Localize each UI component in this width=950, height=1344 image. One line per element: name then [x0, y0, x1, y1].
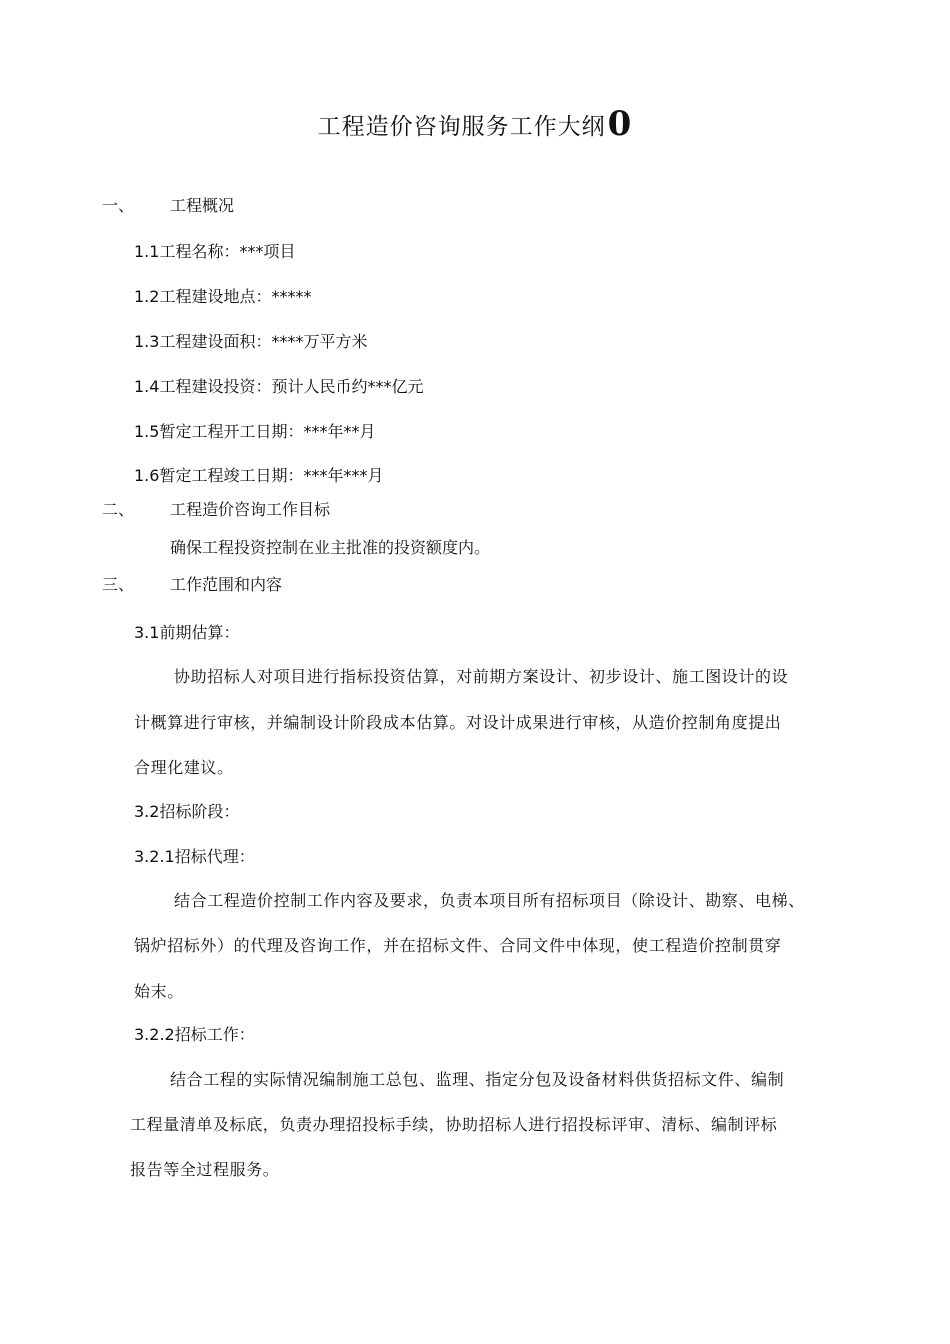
section-1-number: 一、 [102, 196, 135, 215]
section-1-heading: 工程概况 [170, 196, 235, 215]
subsection-3-1-line-1: 协助招标人对项目进行指标投资估算，对前期方案设计、初步设计、施工图设计的设 [174, 667, 789, 686]
item-1-1: 1.1工程名称：***项目 [134, 242, 296, 261]
document-title [0, 104, 950, 144]
subsection-3-2-1-line-2: 锅炉招标外）的代理及咨询工作，并在招标文件、合同文件中体现，使工程造价控制贯穿 [134, 936, 782, 955]
section-3-number: 三、 [102, 575, 135, 594]
subsection-3-2-1-line-1: 结合工程造价控制工作内容及要求，负责本项目所有招标项目（除设计、勘察、电梯、 [174, 891, 805, 910]
subsection-3-2-2-line-3: 报告等全过程服务。 [130, 1160, 280, 1179]
section-2-number: 二、 [102, 500, 135, 519]
subsection-3-2-2-line-1: 结合工程的实际情况编制施工总包、监理、指定分包及设备材料供货招标文件、编制 [170, 1070, 785, 1089]
item-1-4: 1.4工程建设投资：预计人民币约***亿元 [134, 377, 424, 396]
title-suffix: 0 [607, 104, 633, 144]
subsection-3-2-heading: 3.2招标阶段： [134, 802, 240, 821]
title-text: 工程造价咨询服务工作大纲 [317, 114, 606, 140]
item-1-2: 1.2工程建设地点：***** [134, 287, 312, 306]
item-1-3: 1.3工程建设面积：****万平方米 [134, 332, 368, 351]
section-2-body: 确保工程投资控制在业主批准的投资额度内。 [170, 538, 491, 557]
section-2-heading: 工程造价咨询工作目标 [170, 500, 331, 519]
subsection-3-1-heading: 3.1前期估算： [134, 623, 240, 642]
section-3-heading: 工作范围和内容 [170, 575, 283, 594]
subsection-3-2-1-heading: 3.2.1招标代理： [134, 847, 255, 866]
subsection-3-1-line-2: 计概算进行审核，并编制设计阶段成本估算。对设计成果进行审核，从造价控制角度提出 [134, 713, 782, 732]
subsection-3-2-2-line-2: 工程量清单及标底，负责办理招投标手续，协助招标人进行招投标评审、清标、编制评标 [130, 1115, 778, 1134]
item-1-6: 1.6暂定工程竣工日期：***年***月 [134, 466, 384, 485]
subsection-3-2-1-line-3: 始末。 [134, 982, 184, 1001]
subsection-3-1-line-3: 合理化建议。 [134, 758, 234, 777]
item-1-5: 1.5暂定工程开工日期：***年**月 [134, 422, 376, 441]
subsection-3-2-2-heading: 3.2.2招标工作： [134, 1025, 255, 1044]
